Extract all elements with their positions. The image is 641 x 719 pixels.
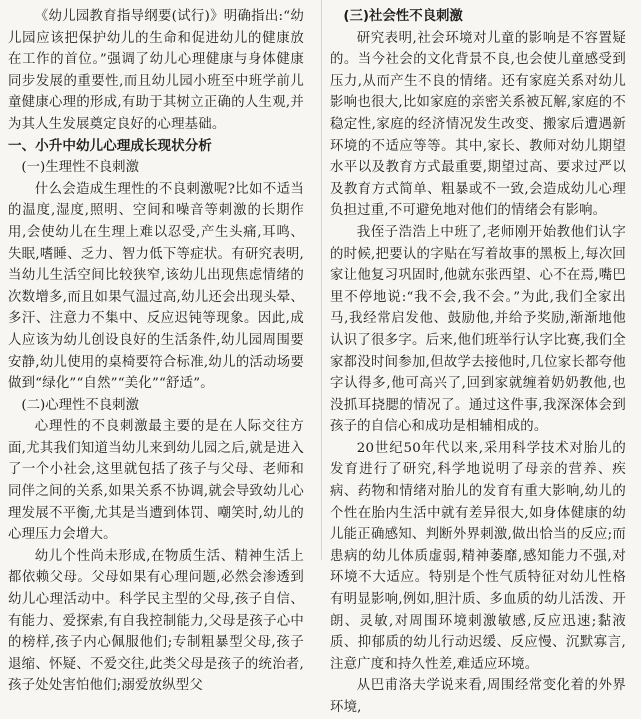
- psychological-paragraph-1: 心理性的不良刺激最主要的是在人际交往方面,尤其我们知道当幼儿来到幼儿园之后,就是进入了一个小社会,这里就包括了孩子与父母、老师和同伴之间的关系,如果关系不协调,就会导致幼儿心理发展不平衡,尤其是当遭到体罚、嘲笑时,幼儿的心理压力会增大。: [8, 419, 304, 543]
- intro-paragraph: 《幼儿园教育指导纲要(试行)》明确指出:“幼儿园应该把保护幼儿的生命和促进幼儿的健康放在工作的首位。”强调了幼儿心理健康与身体健康同步发展的重要性,而且幼儿园小班至中班学前儿童健康心理的形成,有助于其树立正确的人生观,并为其人生发展奠定良好的心理基础。: [8, 9, 304, 132]
- psychological-paragraph-2: 幼儿个性尚未形成,在物质生活、精神生活上都依赖父母。父母如果有心理问题,必然会渗透到幼儿心理活动中。科学民主型的父母,孩子自信、有能力、爱探索,有自我控制能力,父母是孩子心中的榜样,孩子内心佩服他们;专制粗暴型父母,孩子退缩、怀疑、不爱交往,此类父母是孩子的统治者,孩子处处害怕他们;溺爱放纵型父: [8, 548, 304, 694]
- social-paragraph-4: 从巴甫洛夫学说来看,周围经常变化着的外界环境,: [330, 678, 626, 715]
- social-paragraph-1: 研究表明,社会环境对儿童的影响是不容置疑的。当今社会的文化背景不良,也会使儿童感受到压力,从而产生不良的情绪。还有家庭关系对幼儿影响也很大,比如家庭的亲密关系被瓦解,家庭的不稳定性,家庭的经济情况发生改变、搬家后遭遇新环境的不适应等等。其中,家长、教师对幼儿期望水平以及教育方式最重要,期望过高、要求过严以及教育方式简单、粗暴或不一致,会造成幼儿心理负担过重,不可避免地对他们的情绪会有影响。: [330, 30, 626, 219]
- social-paragraph-3: 20世纪50年代以来,采用科学技术对胎儿的发育进行了研究,科学地说明了母亲的营养、疾病、药物和情绪对胎儿的发育有重大影响,幼儿的个性在胎内生活中就有差异很大,如身体健康的幼儿能正确感知、判断外界刺激,做出恰当的反应;而患病的幼儿体质虚弱,精神萎靡,感知能力不强,对环境不大适应。特别是个性气质特征对幼儿性格有明显影响,例如,胆汁质、多血质的幼儿活泼、开朗、灵敏,对周围环境刺激敏感,反应迅速;黏液质、抑郁质的幼儿行动迟缓、反应慢、沉默寡言,注意广度和持久性差,难适应环境。: [330, 440, 626, 672]
- right-column: [330, 6, 626, 719]
- social-paragraph-2: 我侄子浩浩上中班了,老师刚开始教他们认字的时候,把要认的字贴在写着故事的黑板上,每次回家让他复习巩固时,他就东张西望、心不在焉,嘴巴里不停地说:“我不会,我不会。”为此,我们全家出马,我经常启发他、鼓励他,并给予奖励,渐渐地他认识了很多字。后来,他们班举行认字比赛,我们全家都没时间参加,但故学去接他时,几位家长都夸他字认得多,他可高兴了,回到家就缠着奶奶教他,也没抓耳挠腮的情况了。通过这件事,我深深体会到孩子的自信心和成功是相辅相成的。: [330, 224, 626, 435]
- subsection-heading-physiological: (一)生理性不良刺激: [21, 160, 139, 176]
- section-heading: 一、小升中幼儿心理成长现状分析: [8, 137, 212, 154]
- left-column: [8, 6, 304, 697]
- subsection-heading-social: (三)社会性不良刺激: [343, 9, 463, 24]
- subsection-heading-psychological: (二)心理性不良刺激: [21, 397, 139, 413]
- physiological-paragraph: 什么会造成生理性的不良刺激呢?比如不适当的温度,湿度,照明、空间和噪音等刺激的长期作用,会使幼儿在生理上难以忍受,产生头痛,耳鸣、失眠,嗜睡、乏力、智力低下等症状。有研究表明,当幼儿生活空间比较狭窄,该幼儿出现焦虑情绪的次数增多,而且如果气温过高,幼儿还会出现头晕、多汗、注意力不集中、反应迟钝等现象。因此,成人应该为幼儿创设良好的生活条件,幼儿园周围要安静,幼儿使用的桌椅要符合标准,幼儿的活动场要做到“绿化”“自然”“美化”“舒适”。: [8, 181, 304, 392]
- column-divider: [321, 0, 322, 560]
